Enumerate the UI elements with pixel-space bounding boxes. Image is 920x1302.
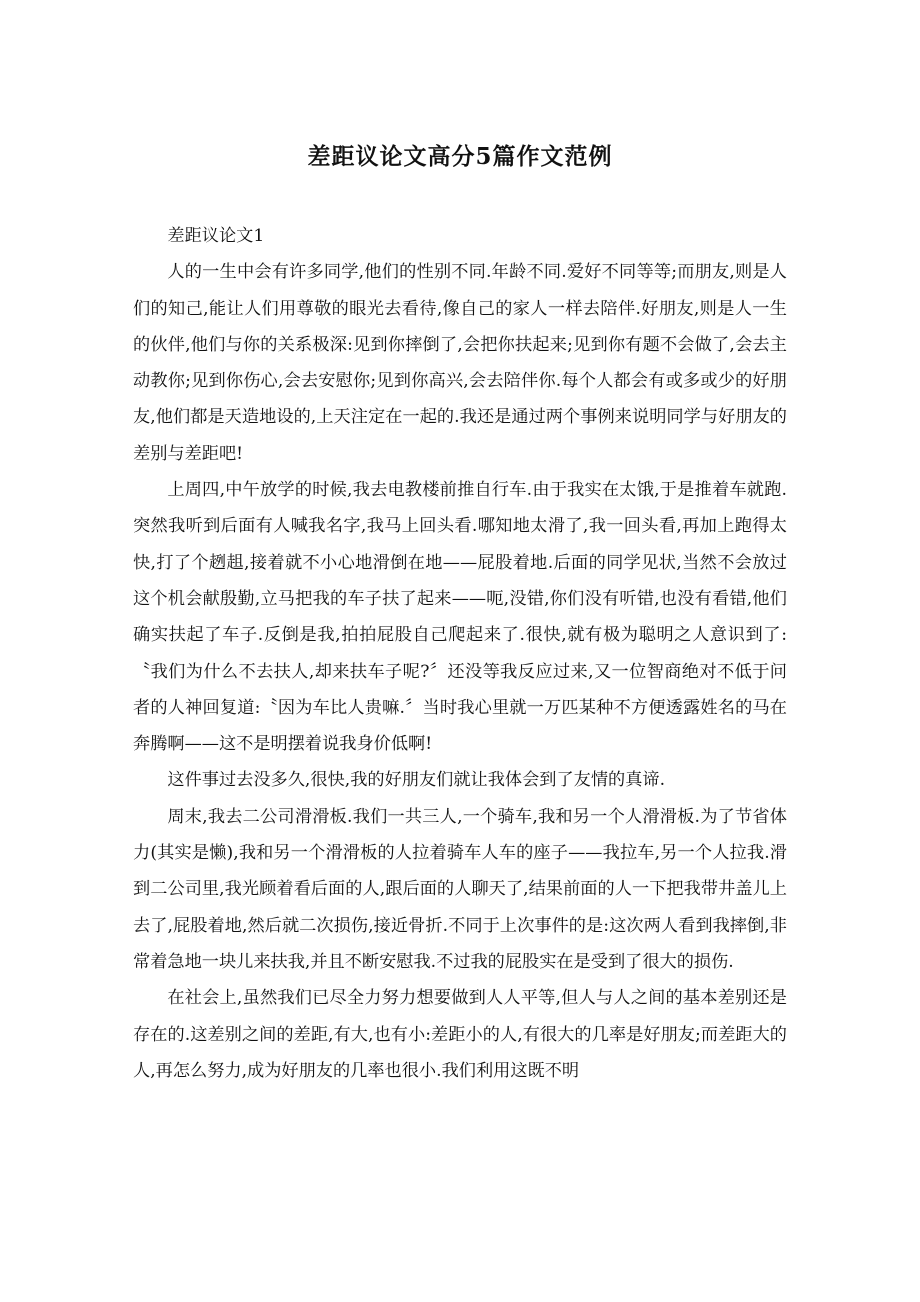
document-body <box>133 218 787 1089</box>
paragraph: 这件事过去没多久,很快,我的好朋友们就让我体会到了友情的真谛. <box>167 770 666 791</box>
paragraph: 在社会上,虽然我们已尽全力努力想要做到人人平等,但人与人之间的基本差别还是存在的.这差别之间的差距,有大,也有小:差距小的人,有很大的几率是好朋友;而差距大的人,再怎么努力,成为好朋友的几率也很小.我们利用这既不明 <box>133 988 787 1081</box>
paragraph: 上周四,中午放学的时候,我去电教楼前推自行车.由于我实在太饿,于是推着车就跑.突然我听到后面有人喊我名字,我马上回头看.哪知地太滑了,我一回头看,再加上跑得太快,打了个趔趄,接着就不小心地滑倒在地——屁股着地.后面的同学见状,当然不会放过这个机会献殷勤,立马把我的车子扶了起来——呃,没错,你们没有听错,也没有看错,他们确实扶起了车子.反倒是我,拍拍屁股自己爬起来了.很快,就有极为聪明之人意识到了:〝我们为什么不去扶人,却来扶车子呢?〞还没等我反应过来,又一位智商绝对不低于问者的人神回复道:〝因为车比人贵嘛.〞当时我心里就一万匹某种不方便透露姓名的马在奔腾啊——这不是明摆着说我身价低啊! <box>133 480 787 755</box>
paragraph: 人的一生中会有许多同学,他们的性别不同.年龄不同.爱好不同等等;而朋友,则是人们的知己,能让人们用尊敬的眼光去看待,像自己的家人一样去陪伴.好朋友,则是人一生的伙伴,他们与你的关系极深:见到你摔倒了,会把你扶起来;见到你有题不会做了,会去主动教你;见到你伤心,会去安慰你;见到你高兴,会去陪伴你.每个人都会有或多或少的好朋友,他们都是天造地设的,上天注定在一起的.我还是通过两个事例来说明同学与好朋友的差别与差距吧! <box>133 262 787 464</box>
essay-heading: 差距议论文1 <box>167 226 265 246</box>
paragraph: 周末,我去二公司滑滑板.我们一共三人,一个骑车,我和另一个人滑滑板.为了节省体力(其实是懒),我和另一个滑滑板的人拉着骑车人车的座子——我拉车,另一个人拉我.滑到二公司里,我光顾着看后面的人,跟后面的人聊天了,结果前面的人一下把我带井盖儿上去了,屁股着地,然后就二次损伤,接近骨折.不同于上次事件的是:这次两人看到我摔倒,非常着急地一块儿来扶我,并且不断安慰我.不过我的屁股实在是受到了很大的损伤. <box>133 806 787 972</box>
document-title: 差距议论文高分5篇作文范例 <box>307 143 613 170</box>
